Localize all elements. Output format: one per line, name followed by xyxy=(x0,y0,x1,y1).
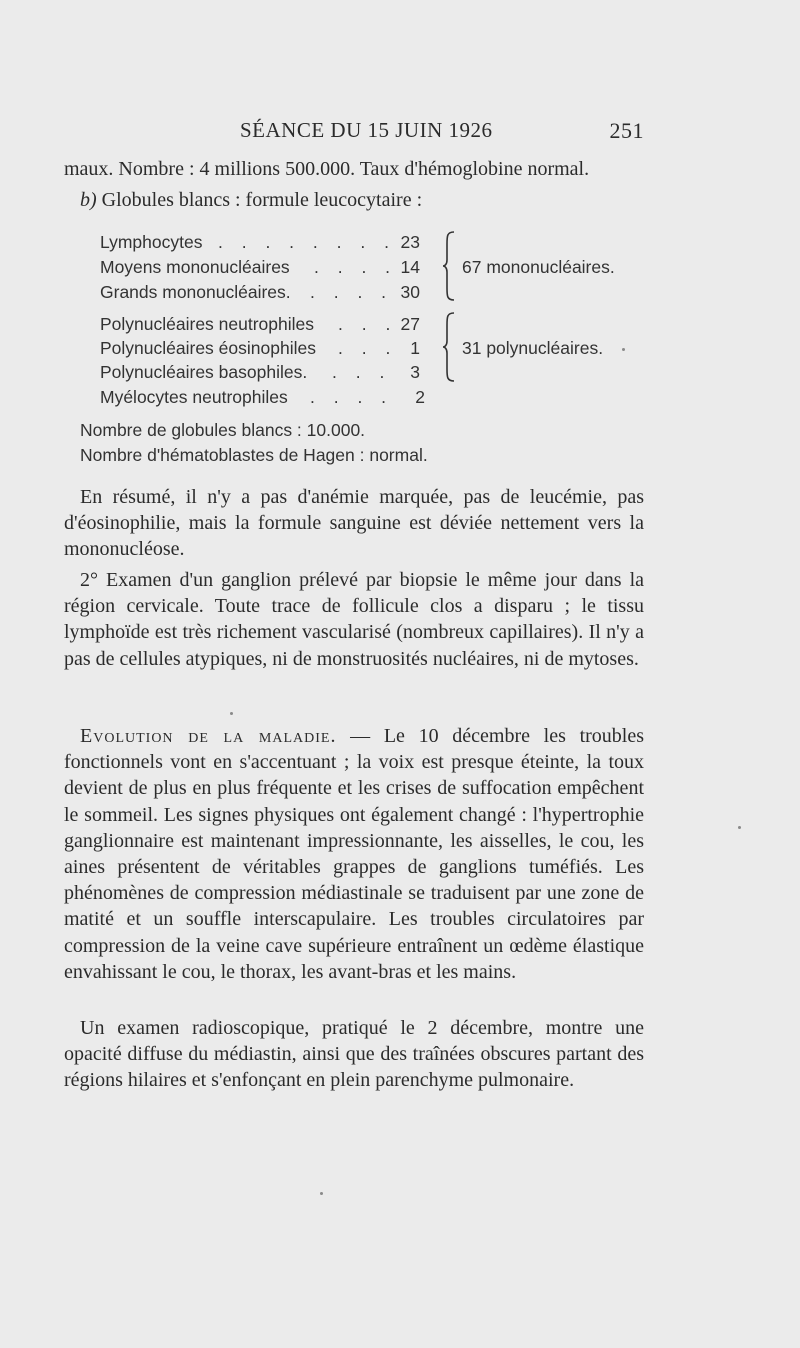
paper-speck xyxy=(738,826,741,829)
leader-dots: . . . xyxy=(332,362,392,382)
leader-dots: . . . xyxy=(338,314,398,334)
leader-dots: . . . . . . . . xyxy=(218,232,396,252)
table-row xyxy=(100,387,460,411)
row-value: 3 xyxy=(410,362,420,382)
running-title: SÉANCE DU 15 JUIN 1926 xyxy=(240,118,493,142)
brace-mononuclear xyxy=(442,230,458,302)
row-value: 27 xyxy=(400,314,420,334)
row-label: Grands mononucléaires. xyxy=(100,282,291,302)
paragraph-examen xyxy=(64,567,644,672)
paper-speck xyxy=(320,1192,323,1195)
table-row xyxy=(100,314,460,338)
intro-line-1: maux. Nombre : 4 millions 500.000. Taux d'hémoglobine normal. xyxy=(64,158,590,180)
paragraph-radio xyxy=(64,1015,644,1094)
leader-dots: . . . xyxy=(338,338,398,358)
page-header xyxy=(64,118,644,148)
row-label: Polynucléaires basophiles. xyxy=(100,362,308,382)
table-row xyxy=(100,232,460,256)
leader-dots: . . . . xyxy=(314,257,398,277)
row-label: Polynucléaires neutrophiles xyxy=(100,314,315,334)
white-cell-count: Nombre de globules blancs : 10.000. xyxy=(80,420,366,440)
paragraph-resume xyxy=(64,484,644,563)
section-heading: Evolution de la maladie. xyxy=(80,725,337,747)
paragraph-text: 2° Examen d'un ganglion prélevé par biopsie le même jour dans la région cervicale. Toute trace de follicule clos a disparu ; le tissu lymphoïde est très richement vascularisé (nombreux capillaires). Il n'y a pas de cellules atypiques, ni de monstruosités nucléaires, ni de mytoses. xyxy=(64,569,644,670)
paragraph-text: — Le 10 décembre les troubles fonctionnels vont en s'accentuant ; la voix est presque éteinte, la toux devient de plus en plus fréquente et les crises de suffocation empêchent le sommeil. Les signes physiques ont également changé : l'hypertrophie ganglionnaire est maintenant impressionnante, les aisselles, le cou, les aines présentent de véritables grappes de ganglions tuméfiés. Les phénomènes de compression médiastinale se traduisent par une zone de matité et un souffle interscapulaire. Les troubles circulatoires par compression de la veine cave supérieure entraînent un œdème élastique envahissant le cou, le thorax, les avant-bras et les mains. xyxy=(64,725,645,983)
paragraph-text: Un examen radioscopique, pratiqué le 2 décembre, montre une opacité diffuse du médiastin, ainsi que des traînées obscures partant des régions hilaires et s'enfonçant en plein parenchyme pulmonaire. xyxy=(64,1017,644,1092)
row-value: 23 xyxy=(400,232,420,252)
row-label: Lymphocytes xyxy=(100,232,203,252)
table-row xyxy=(100,338,460,362)
paper-speck xyxy=(622,348,625,351)
table-row xyxy=(100,362,460,386)
intro-line-2 xyxy=(80,189,422,212)
table-row xyxy=(100,257,460,281)
row-label: Polynucléaires éosinophiles xyxy=(100,338,316,358)
paragraph-evolution xyxy=(64,723,644,985)
brace-polynuclear xyxy=(442,311,458,383)
item-letter: b) xyxy=(80,189,97,211)
paper-speck xyxy=(230,712,233,715)
group-label-polynuclear: 31 polynucléaires. xyxy=(462,338,604,358)
leader-dots: . . . . xyxy=(310,282,394,302)
group-label-mononuclear: 67 mononucléaires. xyxy=(462,257,615,277)
leader-dots: . . . . xyxy=(310,387,394,407)
paragraph-text: En résumé, il n'y a pas d'anémie marquée, pas de leucémie, pas d'éosinophilie, mais la formule sanguine est déviée nettement vers la mononucléose. xyxy=(64,486,644,561)
page-number: 251 xyxy=(609,118,644,143)
row-value: 30 xyxy=(400,282,420,302)
table-row xyxy=(100,282,460,306)
row-value: 14 xyxy=(400,257,420,277)
row-label: Moyens mononucléaires xyxy=(100,257,290,277)
row-value: 2 xyxy=(415,387,425,407)
intro-line-2-text: Globules blancs : formule leucocytaire : xyxy=(96,189,423,211)
hematoblast-count: Nombre d'hématoblastes de Hagen : normal. xyxy=(80,445,428,465)
row-value: 1 xyxy=(410,338,420,358)
row-label: Myélocytes neutrophiles xyxy=(100,387,288,407)
